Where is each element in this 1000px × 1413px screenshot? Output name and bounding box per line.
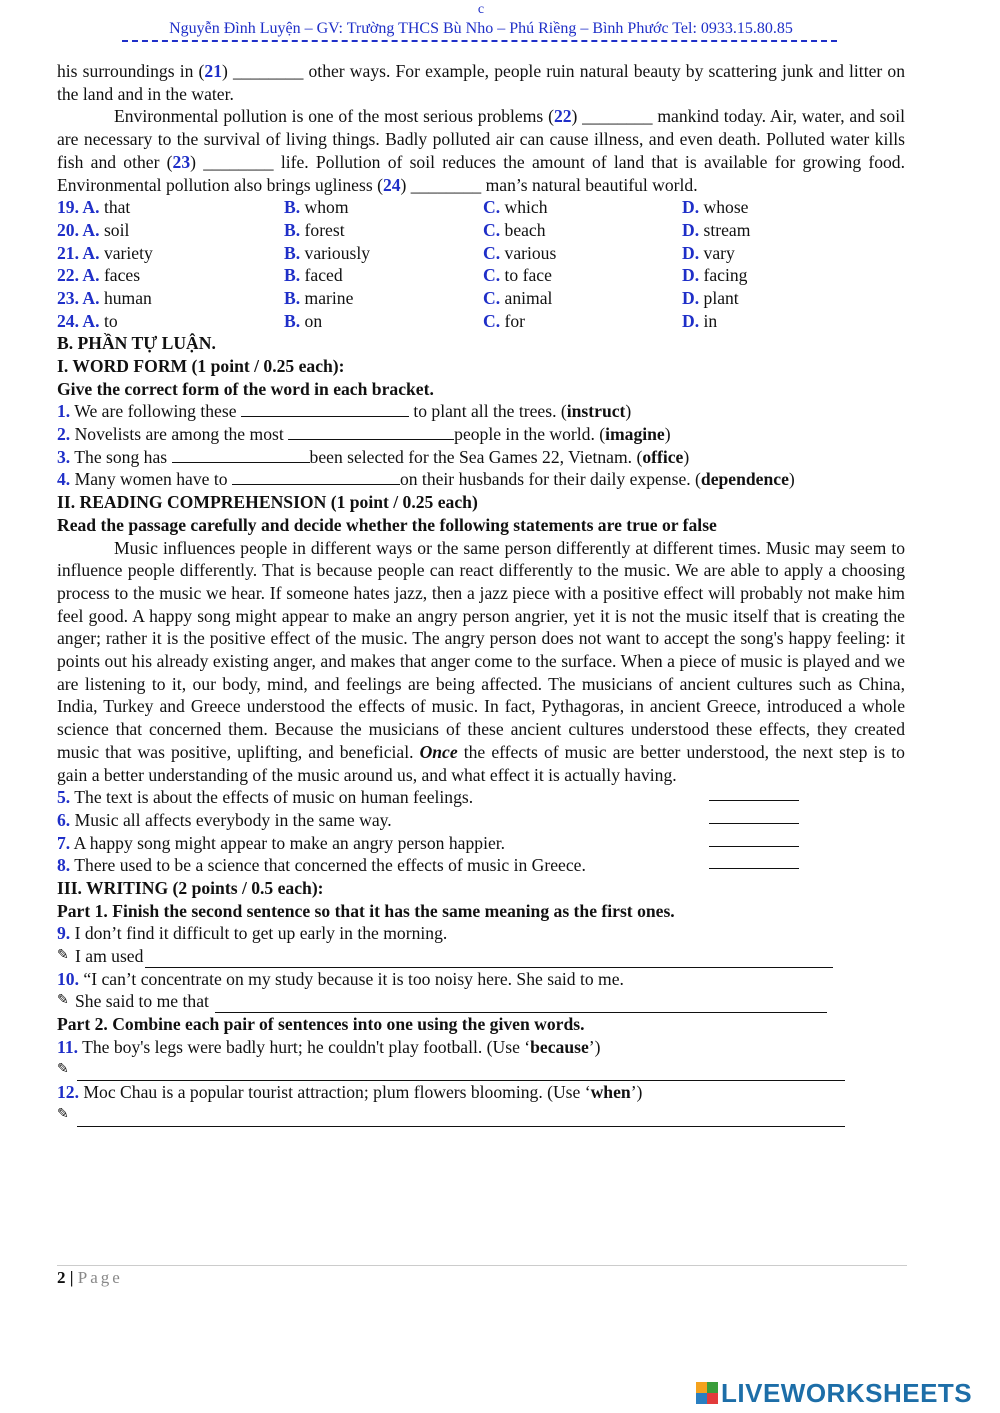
word-form-heading: I. WORD FORM (1 point / 0.25 each): [57,356,345,377]
logo-squares-icon [696,1382,718,1404]
option-a[interactable]: 21. A. variety [57,242,153,263]
true-false-answer-blank[interactable] [709,809,799,824]
option-c[interactable]: C. various [483,242,557,263]
option-a[interactable]: 24. A. to [57,310,118,331]
reading-instruction: Read the passage carefully and decide whether the following statements are true or false [57,514,717,535]
option-d[interactable]: D. stream [682,219,751,240]
answer-blank[interactable] [241,402,409,417]
header-mark: c [477,2,485,17]
writing-answer-11 [57,1059,905,1082]
option-d[interactable]: D. plant [682,287,739,308]
option-row [57,219,905,242]
pen-icon: ✎ [57,993,69,1009]
writing-question-10: 10. “I can’t concentrate on my study because it is too noisy here. She said to me. [57,968,624,989]
word-form-item: 1. We are following these to plant all the trees. (instruct) [57,401,632,422]
true-false-item: 8. There used to be a science that concerned the effects of music in Greece. [57,854,905,877]
option-a[interactable]: 19. A. that [57,197,131,218]
option-a[interactable]: 23. A. human [57,287,152,308]
answer-line[interactable] [215,997,827,1013]
option-d[interactable]: D. whose [682,197,749,218]
option-row [57,196,905,219]
true-false-item: 7. A happy song might appear to make an angry person happier. [57,832,905,855]
reading-heading: II. READING COMPREHENSION (1 point / 0.25 each) [57,492,478,513]
pen-icon: ✎ [57,1106,69,1122]
word-form-item: 3. The song has been selected for the Sea Games 22, Vietnam. (office) [57,446,690,467]
answer-blank[interactable] [232,470,400,485]
option-row [57,287,905,310]
footer-divider [57,1265,907,1266]
option-b[interactable]: B. forest [284,219,345,240]
logo-text: LIVEWORKSHEETS [721,1377,973,1408]
section-b-heading: B. PHẦN TỰ LUẬN. [57,333,216,354]
option-c[interactable]: C. for [483,310,526,331]
option-b[interactable]: B. on [284,310,323,331]
options-list [57,196,905,332]
writing-question-9: 9. I don’t find it difficult to get up early in the morning. [57,923,448,944]
answer-blank[interactable] [288,425,454,440]
worksheet-content [57,60,905,1127]
true-false-item: 6. Music all affects everybody in the same way. [57,809,905,832]
writing-heading: III. WRITING (2 points / 0.5 each): [57,878,324,899]
option-c[interactable]: C. animal [483,287,553,308]
writing-part-1: Part 1. Finish the second sentence so that it has the same meaning as the first ones. [57,900,675,921]
option-row [57,242,905,265]
writing-answer-12 [57,1104,905,1127]
page-footer: 2 | Page [57,1268,123,1287]
option-d[interactable]: D. vary [682,242,735,263]
option-b[interactable]: B. marine [284,287,354,308]
option-d[interactable]: D. in [682,310,718,331]
answer-blank[interactable] [172,448,310,463]
writing-answer-10: ✎ She said to me that [57,990,905,1013]
option-a[interactable]: 22. A. faces [57,265,141,286]
word-form-item: 4. Many women have to on their husbands for their daily expense. (dependence) [57,469,795,490]
option-a[interactable]: 20. A. soil [57,219,130,240]
option-b[interactable]: B. whom [284,197,349,218]
pen-icon: ✎ [57,948,69,964]
reading-passage: Music influences people in different ways or the same person differently at different times. Music may seem to influence people differently. That is because people can react differently to the music. We are able to apply a choosing process to the music we hear. If someone hates jazz, then a jazz piece with a positive effect will probably not make him feel good. A happy song might appear to make an angry person angrier, yet it is not the music itself that is creating the anger; rather it is the positive effect of the music. The angry person does not want to accept the song's happy feeling: it points out his already existing anger, and makes that anger come to the surface. When a piece of music is played and we are listening to it, our body, mind, and feelings are being affected. The musicians of ancient cultures such as China, India, Turkey and Greece understood the effects of music. In fact, Pythagoras, in ancient Greece, introduced a whole science that concerned them. Because the musicians of these ancient cultures understood these effects, they created music that was positive, uplifting, and beneficial. Once the effects of music are better understood, the next step is to gain a better understanding of the music around us, and what effect it is actually having. [57,537,905,785]
writing-answer-9: ✎ I am used [57,945,905,968]
passage-1-continued: his surroundings in (21) ________ other ways. For example, people ruin natural beauty by scattering junk and litter on the land and in the water. [57,61,905,104]
option-c[interactable]: C. which [483,197,548,218]
passage-1-paragraph-2: Environmental pollution is one of the most serious problems (22) ________ mankind today. Air, water, and soil are necessary to the survival of living things. Badly polluted air can cause illness, and even death. Polluted water kills fish and other (23) ________ life. Pollution of soil reduces the amount of land that is available for growing food. Environmental pollution also brings ugliness (24) ________ man’s natural beautiful world. [57,106,906,195]
word-form-instruction: Give the correct form of the word in each bracket. [57,378,434,399]
header-divider [122,40,837,42]
pen-icon: ✎ [57,1061,69,1077]
writing-part-2: Part 2. Combine each pair of sentences into one using the given words. [57,1014,585,1035]
answer-line[interactable] [145,952,833,968]
option-row [57,310,905,333]
writing-question-11: 11. The boy's legs were badly hurt; he couldn't play football. (Use ‘because’) [57,1036,601,1057]
option-c[interactable]: C. to face [483,265,552,286]
true-false-answer-blank[interactable] [709,832,799,847]
option-d[interactable]: D. facing [682,265,748,286]
true-false-item: 5. The text is about the effects of music on human feelings. [57,786,905,809]
answer-line[interactable] [77,1111,845,1127]
word-form-item: 2. Novelists are among the most people in the world. (imagine) [57,424,671,445]
writing-question-12: 12. Moc Chau is a popular tourist attraction; plum flowers blooming. (Use ‘when’) [57,1082,643,1103]
option-c[interactable]: C. beach [483,219,546,240]
answer-line[interactable] [77,1065,845,1081]
true-false-answer-blank[interactable] [709,854,799,869]
true-false-answer-blank[interactable] [709,786,799,801]
option-b[interactable]: B. variously [284,242,371,263]
option-row [57,264,905,287]
liveworksheets-logo[interactable] [696,1378,972,1408]
header-author-line: Nguyễn Đình Luyện – GV: Trường THCS Bù Nho – Phú Riềng – Bình Phước Tel: 0933.15.80.85 [169,20,793,37]
option-b[interactable]: B. faced [284,265,343,286]
